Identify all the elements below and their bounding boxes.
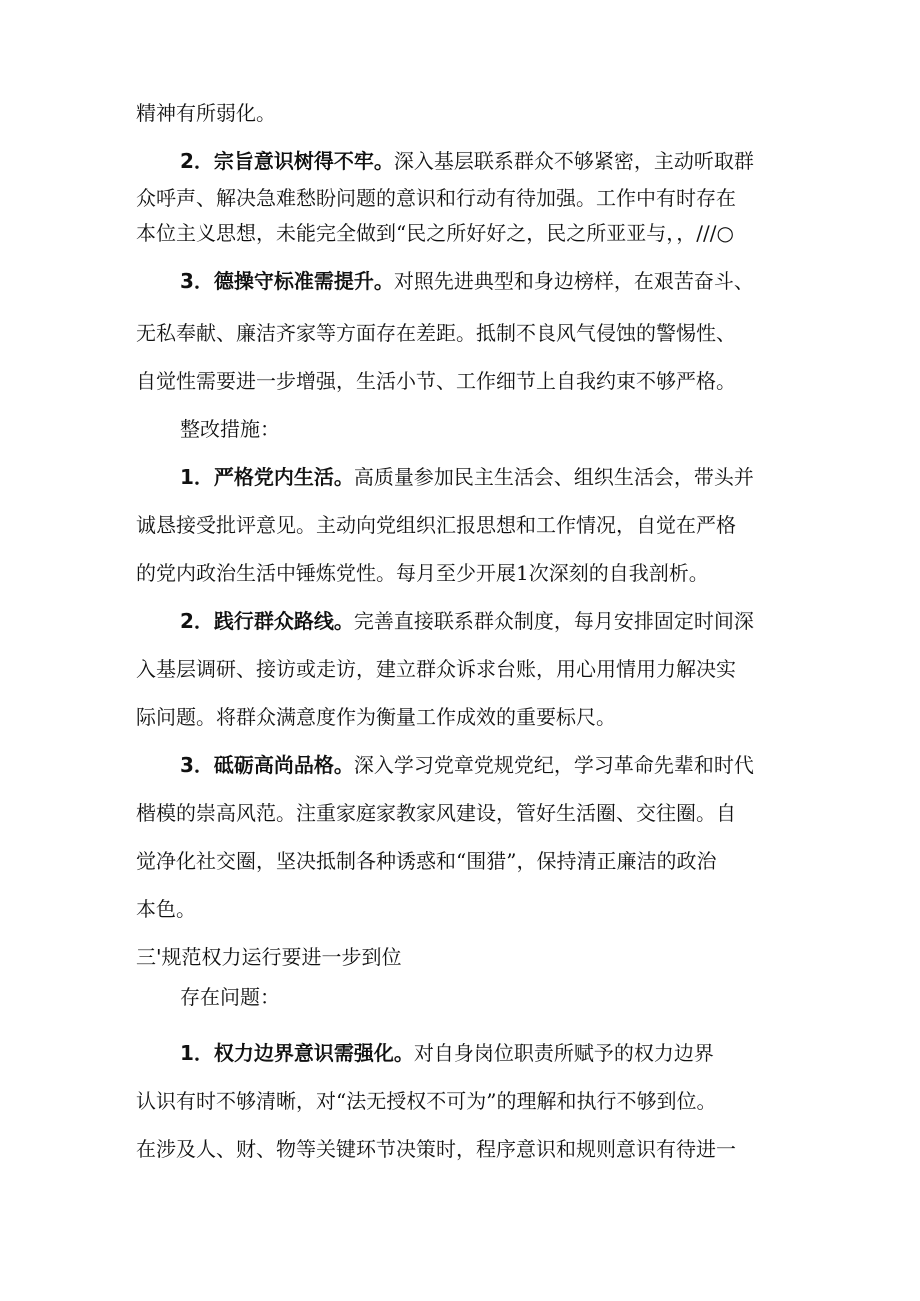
text-line xyxy=(136,220,734,246)
body-text: 入基层调研、接访或走访，建立群众诉求台账，用心用情用力解决实 xyxy=(136,657,736,681)
text-line xyxy=(136,1088,716,1114)
body-text: 在涉及人、财、物等关键环节决策时，程序意识和规则意识有待进一 xyxy=(136,1137,736,1161)
heading-text: 三'规范权力运行要进一步到位 xyxy=(136,945,402,969)
text-line xyxy=(136,704,616,730)
body-text: 对照先进典型和身边榜样，在艰苦奋斗、 xyxy=(393,269,754,293)
body-text: 诚恳接受批评意见。主动向党组织汇报思想和工作情况，自觉在严格 xyxy=(136,513,736,537)
text-line xyxy=(136,320,736,346)
body-text: 对自身岗位职责所赋予的权力边界 xyxy=(413,1041,714,1065)
body-text: 际问题。将群众满意度作为衡量工作成效的重要标尺。 xyxy=(136,705,616,729)
body-text: 深入学习党章党规党纪，学习革命先辈和时代 xyxy=(353,753,754,777)
heading-text: 存在问题： xyxy=(180,985,280,1009)
item-label: 3．砥砺高尚品格。 xyxy=(180,753,354,777)
body-text: 楷模的崇高风范。注重家庭家教家风建设，管好生活圈、交往圈。自 xyxy=(136,801,736,825)
text-line xyxy=(136,800,736,826)
text-line xyxy=(136,512,736,538)
paragraph-line xyxy=(180,464,754,490)
paragraph-line xyxy=(180,752,754,778)
body-text: 的党内政治生活中锤炼党性。每月至少开展1次深刻的自我剖析。 xyxy=(136,561,709,585)
body-text: 无私奉献、廉洁齐家等方面存在差距。抵制不良风气侵蚀的警惕性、 xyxy=(136,321,736,345)
text-line xyxy=(136,100,276,126)
body-text: 深入基层联系群众不够紧密，主动听取群 xyxy=(393,149,754,173)
body-text: 本色。 xyxy=(136,897,196,921)
item-label: 1．严格党内生活。 xyxy=(180,465,354,489)
section-heading xyxy=(180,416,280,442)
text-line xyxy=(136,560,709,586)
body-text: 众呼声、解决急难愁盼问题的意识和行动有待加强。工作中有时存在 xyxy=(136,186,736,210)
item-label: 1．权力边界意识需强化。 xyxy=(180,1041,414,1065)
text-line xyxy=(136,656,736,682)
text-line xyxy=(136,185,736,211)
body-text: 高质量参加民主生活会、组织生活会，带头并 xyxy=(353,465,754,489)
paragraph-line xyxy=(180,148,754,174)
paragraph-line xyxy=(180,608,754,634)
text-line xyxy=(136,896,196,922)
text-line xyxy=(136,848,716,874)
text-line xyxy=(136,368,736,394)
text-line xyxy=(136,1136,736,1162)
paragraph-line xyxy=(180,1040,714,1066)
item-label: 2．践行群众路线。 xyxy=(180,609,354,633)
body-text: 完善直接联系群众制度，每月安排固定时间深 xyxy=(353,609,754,633)
section-heading xyxy=(136,944,402,970)
paragraph-line xyxy=(180,268,754,294)
item-label: 3．德操守标准需提升。 xyxy=(180,269,394,293)
body-text: 觉净化社交圈，坚决抵制各种诱惑和“围猎”，保持清正廉洁的政治 xyxy=(136,849,717,873)
body-text: 本位主义思想，未能完全做到“民之所好好之，民之所亚亚与，，∕∕∕○ xyxy=(136,221,734,245)
body-text: 精神有所弱化。 xyxy=(136,101,276,125)
section-heading xyxy=(180,984,280,1010)
heading-text: 整改措施： xyxy=(180,417,280,441)
body-text: 自觉性需要进一步增强，生活小节、工作细节上自我约束不够严格。 xyxy=(136,369,736,393)
item-label: 2．宗旨意识树得不牢。 xyxy=(180,149,394,173)
body-text: 认识有时不够清晰，对“法无授权不可为”的理解和执行不够到位。 xyxy=(136,1089,717,1113)
